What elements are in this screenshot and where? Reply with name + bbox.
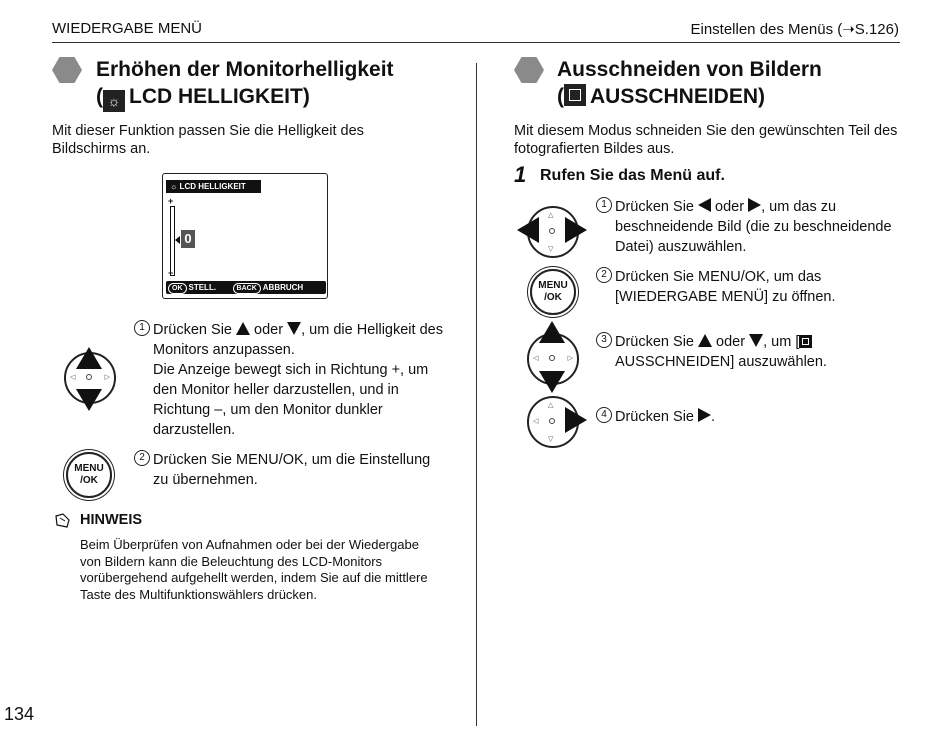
left-arrow-icon (698, 198, 711, 212)
lcd-plus-label: + (168, 196, 174, 206)
crop-inline-icon (799, 335, 812, 348)
right-section-title: Ausschneiden von Bildern ( AUSSCHNEIDEN) (557, 58, 822, 108)
crop-icon (564, 84, 586, 106)
right-step-3: 3 Drücken Sie oder , um [ AUSSCHNEIDEN] auszuwählen. (596, 332, 906, 372)
brightness-icon: ☼ (103, 90, 125, 112)
lcd-value: 0 (181, 230, 195, 248)
lcd-minus-label: − (168, 268, 174, 278)
up-arrow-icon-right (698, 334, 712, 347)
left-section-title: Erhöhen der Monitorhelligkeit ( ☼ LCD HELLIGKEIT) (96, 56, 394, 112)
note-title: HINWEIS (80, 512, 143, 528)
menu-ok-button-icon: MENU /OK (66, 452, 112, 498)
right-intro: Mit diesem Modus schneiden Sie den gewünschten Teil des fotografierten Bildes aus. (514, 123, 898, 157)
right-arrow-icon (748, 198, 761, 212)
page-number: 134 (4, 704, 35, 724)
step-heading: Rufen Sie das Menü auf. (540, 167, 725, 184)
left-intro: Mit dieser Funktion passen Sie die Helligkeit des Bildschirms an. (52, 123, 364, 157)
lcd-brightness-screen (162, 173, 328, 299)
section-hexagon-icon-right (514, 57, 544, 83)
dpad-right-icon: △ ▽ ◁ (527, 396, 575, 444)
section-hexagon-icon (52, 57, 82, 83)
dpad-up-down-icon-right: ◁ ▷ (527, 333, 575, 381)
right-step-2: 2 Drücken Sie MENU/OK, um das [WIEDERGABE MENÜ] zu öffnen. (596, 267, 896, 307)
header-rule (52, 42, 900, 43)
right-step-1: 1 Drücken Sie oder , um das zu beschneidende Bild (die zu beschneidende Datei) auszuwählen. (596, 197, 906, 257)
left-step-2: 2 Drücken Sie MENU/OK, um die Einstellung zu übernehmen. (134, 450, 434, 490)
lcd-screen-title: ☼ LCD HELLIGKEIT (166, 180, 261, 193)
menu-ok-button-icon-right: MENU /OK (530, 269, 576, 315)
right-arrow-icon-step4 (698, 408, 711, 422)
dpad-left-right-icon: △ ▽ (527, 206, 575, 254)
left-step-1: 1 Drücken Sie oder , um die Helligkeit des Monitors anzupassen. Die Anzeige bewegt sich in Richtung +, um den Monitor heller darzustellen, und in Richtung –, um den Monitor dunkler darzustellen. (134, 320, 444, 440)
ok-pill: OK (168, 283, 187, 294)
down-arrow-icon (287, 322, 301, 335)
step-heading-number: 1 (514, 162, 527, 187)
up-arrow-icon (236, 322, 250, 335)
lcd-pointer-icon (175, 236, 180, 244)
note-icon (54, 512, 70, 528)
right-step-4: 4 Drücken Sie . (596, 407, 896, 427)
lcd-bottom-bar: OK STELL. BACK ABBRUCH (166, 281, 326, 294)
running-header-left: WIEDERGABE MENÜ (52, 20, 203, 37)
dpad-up-down-icon: ◁ ▷ (64, 352, 112, 400)
note-text: Beim Überprüfen von Aufnahmen oder bei der Wiedergabe von Bildern kann die Beleuchtung des LCD-Monitors vorübergehend aufgehellt werden, indem Sie auf die mittlere Taste des Multifunktionswählers drücken. (80, 537, 428, 602)
running-header-right: Einstellen des Menüs (➝S.126) (690, 21, 899, 38)
back-pill: BACK (233, 283, 261, 294)
down-arrow-icon-right (749, 334, 763, 347)
column-divider (476, 63, 477, 726)
